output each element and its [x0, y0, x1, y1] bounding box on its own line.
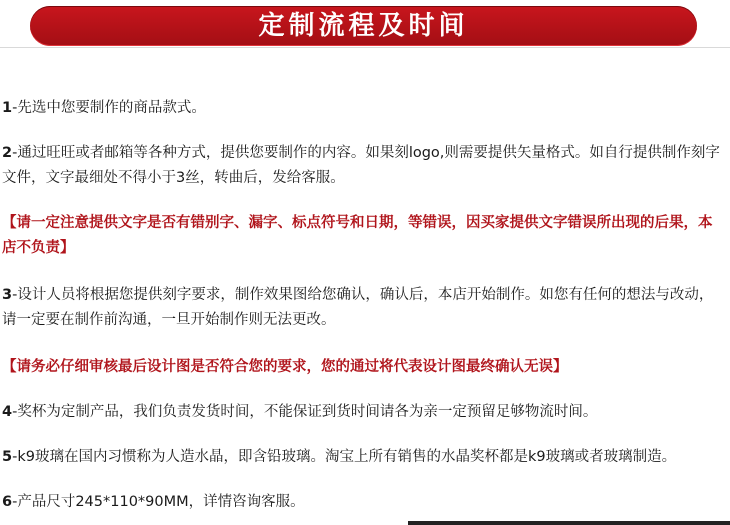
step-text: -奖杯为定制产品，我们负责发货时间，不能保证到货时间请各为亲一定预留足够物流时间。	[12, 404, 598, 420]
title-banner	[30, 6, 697, 46]
step-5	[2, 445, 726, 470]
step-text: -产品尺寸245*110*90MM，详情咨询客服。	[12, 494, 305, 510]
warning-notice-text: 【请一定注意提供文字是否有错别字、漏字、标点符号和日期，等错误，因买家提供文字错误所出现的后果，本店不负责】	[2, 215, 713, 256]
process-list	[2, 96, 726, 515]
step-2	[2, 141, 726, 191]
step-number: 1	[2, 100, 13, 116]
step-6	[2, 490, 726, 515]
bottom-divider	[408, 521, 730, 525]
step-number: 5	[2, 449, 13, 465]
step-text: -通过旺旺或者邮箱等各种方式，提供您要制作的内容。如果刻logo,则需要提供矢量格式。如自行提供制作刻字文件，文字最细处不得小于3丝，转曲后，发给客服。	[2, 145, 720, 186]
page-title: 定制流程及时间	[258, 11, 469, 41]
step-text: -设计人员将根据您提供刻字要求，制作效果图给您确认，确认后，本店开始制作。如您有任何的想法与改动，请一定要在制作前沟通，一旦开始制作则无法更改。	[2, 287, 714, 328]
step-text: -先选中您要制作的商品款式。	[12, 100, 206, 116]
divider	[0, 47, 730, 48]
step-number: 4	[2, 404, 13, 420]
step-text: -k9玻璃在国内习惯称为人造水晶，即含铅玻璃。淘宝上所有销售的水晶奖杯都是k9玻璃或者玻璃制造。	[12, 449, 677, 465]
step-4	[2, 400, 726, 425]
step-3	[2, 283, 726, 333]
step-number: 3	[2, 287, 13, 303]
step-number: 6	[2, 494, 13, 510]
step-number: 2	[2, 145, 13, 161]
warning-review-text: 【请务必仔细审核最后设计图是否符合您的要求，您的通过将代表设计图最终确认无误】	[2, 359, 568, 375]
step-1	[2, 96, 726, 121]
